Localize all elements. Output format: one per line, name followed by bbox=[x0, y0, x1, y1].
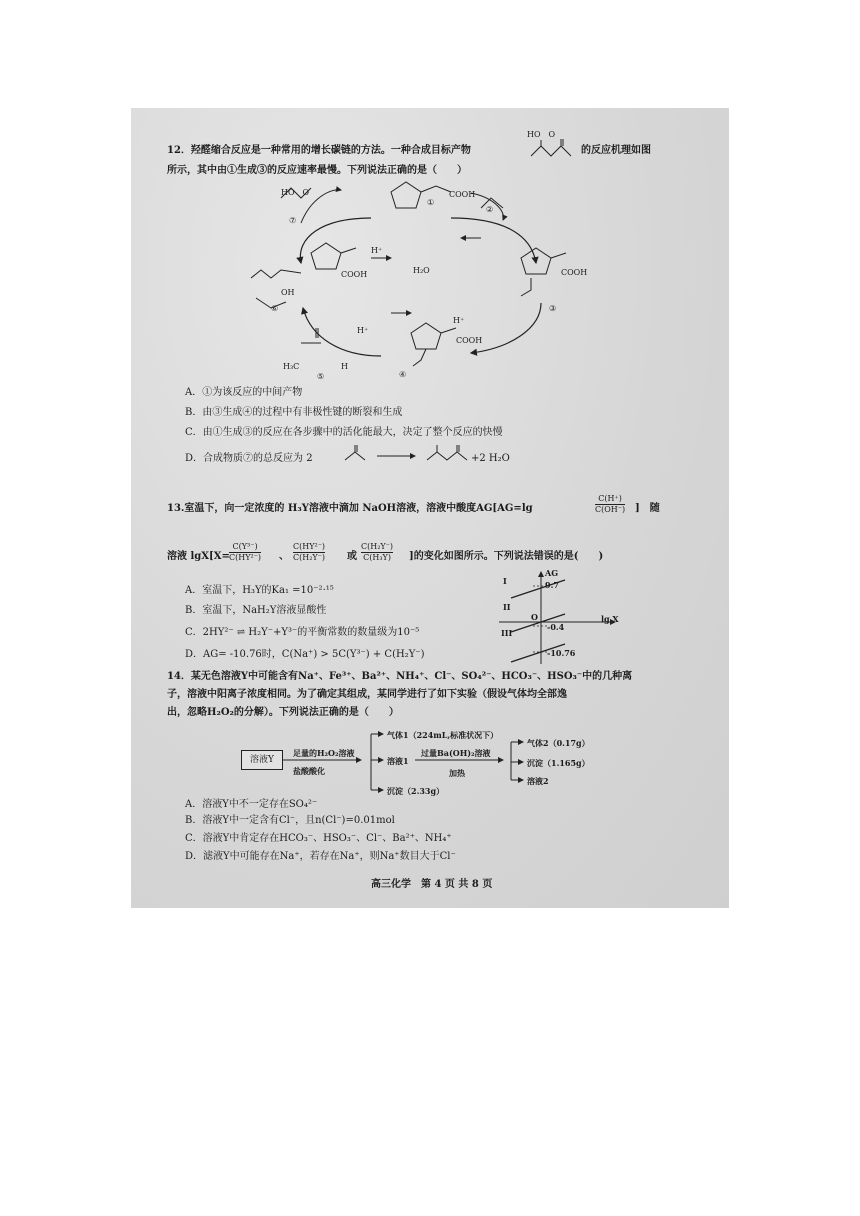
q13-tick-neg-10-76: -10.76 bbox=[547, 648, 576, 658]
q12-option-c: C．由①生成③的反应在各步骤中的活化能最大，决定了整个反应的快慢 bbox=[185, 427, 503, 438]
q14-ppt2: 沉淀（1.165g） bbox=[527, 758, 590, 768]
q13-stem-line1-end: ] 随 bbox=[635, 503, 660, 514]
q14-stem-line2: 子，溶液中阳离子浓度相同。为了确定其组成，某同学进行了如下实验（假设气体均全部逸 bbox=[167, 689, 567, 700]
q12-h2o-label: H₂O bbox=[413, 266, 430, 275]
q12-compound-6: ⑥ bbox=[271, 304, 279, 313]
q13-frac3 bbox=[361, 542, 393, 563]
q14-gas1: 气体1（224mL,标准状况下） bbox=[387, 730, 499, 740]
page-footer: 高三化学 第 4 页 共 8 页 bbox=[371, 879, 493, 890]
q13-tick-neg-0-4: -0.4 bbox=[547, 622, 565, 632]
q14-step1-bottom: 盐酸酸化 bbox=[293, 766, 325, 776]
q14-step1-top: 足量的H₂O₂溶液 bbox=[293, 748, 355, 758]
q13-stem-line1: 13.室温下，向一定浓度的 H₃Y溶液中滴加 NaOH溶液，溶液中酸度AG[AG=lg bbox=[167, 503, 533, 514]
q12-h-label: H bbox=[341, 362, 348, 371]
q12-ho-o-7: HO O bbox=[281, 188, 310, 197]
q13-ag-fraction bbox=[595, 494, 625, 515]
q12-oh-6: OH bbox=[281, 288, 295, 297]
q13-line-i: I bbox=[503, 576, 507, 586]
q13-option-a: A．室温下，H₃Y的Ka₁ =10⁻²·¹⁵ bbox=[185, 585, 334, 596]
q12-option-d: D．合成物质⑦的总反应为 2 bbox=[185, 453, 313, 464]
q12-option-d-equation bbox=[343, 442, 543, 466]
q13-axis-ag: AG bbox=[545, 568, 559, 578]
q14-option-c: C．溶液Y中肯定存在HCO₃⁻、HSO₃⁻、Cl⁻、Ba²⁺、NH₄⁺ bbox=[185, 833, 452, 844]
q12-compound-1: ① bbox=[427, 198, 435, 207]
q14-option-d: D．滤液Y中可能存在Na⁺，若存在Na⁺，则Na⁺数目大于Cl⁻ bbox=[185, 851, 456, 862]
q13-option-b: B．室温下，NaH₂Y溶液显酸性 bbox=[185, 605, 327, 616]
q13-option-d: D．AG= -10.76时，C(Na⁺) > 5C(Y³⁻) + C(H₂Y⁻) bbox=[185, 649, 425, 660]
q12-cooh-1: COOH bbox=[449, 190, 476, 199]
q12-product-structure bbox=[527, 138, 577, 160]
q13-sep1: 、 bbox=[279, 551, 289, 562]
q12-mechanism-cycle bbox=[241, 178, 581, 388]
q12-compound-7: ⑦ bbox=[289, 216, 297, 225]
q12-compound-4: ④ bbox=[399, 370, 407, 379]
q14-stem-line1: 14．某无色溶液Y中可能含有Na⁺、Fe³⁺、Ba²⁺、NH₄⁺、Cl⁻、SO₄²⁻、HCO₃⁻、HSO₃⁻中的几种离 bbox=[167, 671, 633, 682]
q13-frac1-num: C(Y³⁻) bbox=[229, 542, 261, 553]
q12-stem-line1-end: 的反应机理如图 bbox=[581, 145, 651, 156]
q13-frac3-den: C(H₃Y) bbox=[363, 553, 391, 562]
exam-page-photo bbox=[131, 108, 729, 908]
q12-compound-3: ③ bbox=[549, 304, 557, 313]
q13-frac3-num: C(H₂Y⁻) bbox=[361, 542, 394, 551]
q13-frac1-den: C(HY²⁻) bbox=[229, 553, 262, 562]
q12-option-a: A．①为该反应的中间产物 bbox=[185, 387, 303, 398]
q14-sol2: 溶液2 bbox=[527, 776, 549, 786]
q13-frac2-num: C(HY²⁻) bbox=[293, 542, 326, 551]
q14-option-b: B．溶液Y中一定含有Cl⁻，且n(Cl⁻)=0.01mol bbox=[185, 815, 395, 826]
q13-ag-den: C(OH⁻) bbox=[595, 505, 626, 514]
q12-h-plus-right: H⁺ bbox=[453, 316, 465, 325]
q12-stem-line1: 12．羟醛缩合反应是一种常用的增长碳链的方法。一种合成目标产物 bbox=[167, 145, 471, 156]
q12-cooh-3: COOH bbox=[561, 268, 588, 277]
q14-ppt1: 沉淀（2.33g） bbox=[387, 786, 445, 796]
q14-step2-top: 过量Ba(OH)₂溶液 bbox=[421, 748, 491, 758]
q14-sol1: 溶液1 bbox=[387, 756, 409, 766]
q12-h-plus-left: H⁺ bbox=[357, 326, 369, 335]
q13-frac1 bbox=[229, 542, 261, 563]
q13-stem-line2-pre: 溶液 lgX[X= bbox=[167, 551, 230, 562]
q12-compound-5: ⑤ bbox=[317, 372, 325, 381]
q12-option-d-tail: +2 H₂O bbox=[471, 453, 510, 464]
q12-cooh-4: COOH bbox=[456, 336, 483, 345]
q13-axis-lgx: lg X bbox=[601, 614, 619, 624]
q12-compound-2: ② bbox=[486, 205, 494, 214]
q12-cooh-6: COOH bbox=[341, 270, 368, 279]
q14-gas2: 气体2（0.17g） bbox=[527, 738, 590, 748]
q12-product-label: HO O bbox=[527, 130, 556, 139]
q13-line-iii: III bbox=[501, 628, 513, 638]
q12-stem-line2: 所示，其中由①生成③的反应速率最慢。下列说法正确的是（ ） bbox=[167, 165, 467, 176]
q12-option-b: B．由③生成④的过程中有非极性键的断裂和生成 bbox=[185, 407, 403, 418]
q12-h-plus-top: H⁺ bbox=[371, 246, 383, 255]
q13-axis-origin: O bbox=[531, 612, 538, 622]
q13-ag-num: C(H⁺) bbox=[595, 494, 625, 505]
q14-flow-start-box: 溶液Y bbox=[241, 750, 283, 770]
q13-line-ii: II bbox=[503, 602, 511, 612]
q14-step2-bottom: 加热 bbox=[449, 768, 465, 778]
q13-sep2: 或 bbox=[347, 551, 357, 562]
q13-stem-line2-end: ]的变化如图所示。下列说法错误的是( ) bbox=[409, 551, 604, 562]
q12-h3c-label: H₃C bbox=[283, 362, 300, 371]
q13-frac2 bbox=[293, 542, 325, 563]
q13-frac2-den: C(H₂Y⁻) bbox=[293, 553, 326, 562]
q13-tick-9-7: 9.7 bbox=[545, 580, 559, 590]
q13-option-c: C．2HY²⁻ ⇌ H₂Y⁻+Y³⁻的平衡常数的数量级为10⁻⁵ bbox=[185, 627, 420, 638]
q14-stem-line3: 出，忽略H₂O₂的分解）。下列说法正确的是（ ） bbox=[167, 707, 399, 718]
q14-option-a: A．溶液Y中不一定存在SO₄²⁻ bbox=[185, 799, 318, 810]
